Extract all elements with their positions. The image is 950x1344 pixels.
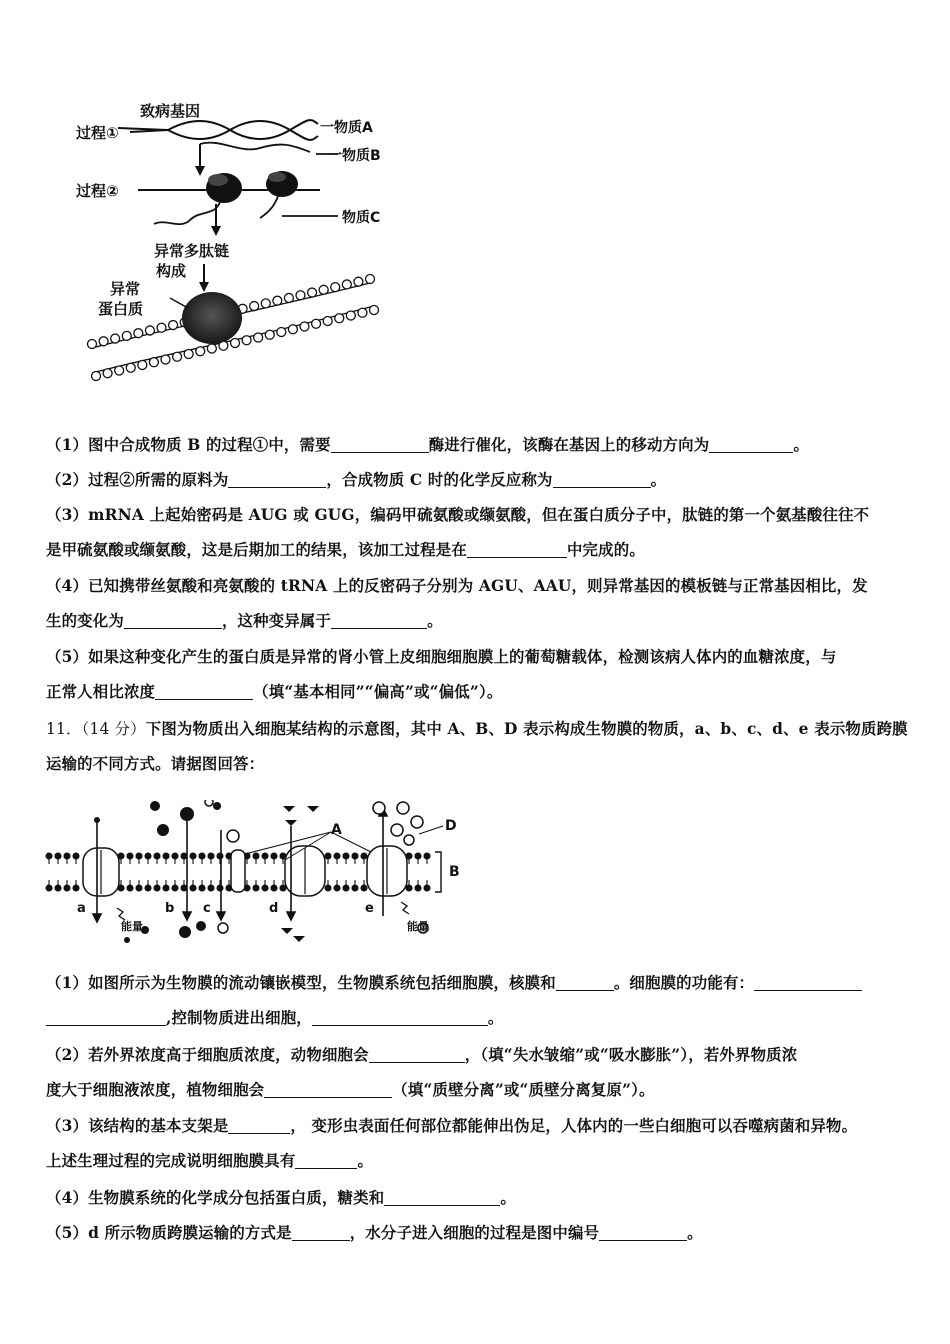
q11-p3-text-a: （3）该结构的基本支架是: [46, 1117, 229, 1135]
q11-p2-text-b: ，（填“失水皱缩”或“吸水膨胀”），若外界物质浓: [464, 1046, 798, 1064]
phospholipid-head: [273, 296, 282, 305]
label-energy-2: 能量: [407, 920, 429, 933]
answer-blank[interactable]: [331, 610, 427, 629]
phospholipid-head: [134, 329, 143, 338]
q10-part3: [46, 498, 910, 568]
q10-part2: [46, 463, 910, 498]
phospholipid-head: [358, 308, 367, 317]
q11-p5-text-a: （5）d 所示物质跨膜运输的方式是: [46, 1224, 292, 1242]
phospholipid-head: [145, 326, 154, 335]
phospholipid-head: [288, 325, 297, 334]
phospholipid-head: [122, 331, 131, 340]
phospholipid-head: [169, 321, 178, 330]
phospholipid-head: [342, 280, 351, 289]
phospholipid-head: [111, 334, 120, 343]
q11-part3: [46, 1109, 910, 1179]
phospholipid-head: [207, 344, 216, 353]
q11-part4: [46, 1181, 910, 1216]
q11-p1-text-a: （1）如图所示为生物膜的流动镶嵌模型，生物膜系统包括细胞膜，核膜和: [46, 974, 556, 992]
q11-number: 11．: [46, 720, 82, 738]
phospholipid-head: [115, 366, 124, 375]
phospholipid-head: [261, 299, 270, 308]
phospholipid-head: [370, 306, 379, 315]
q11-p5-text-b: ，水分子进入细胞的过程是图中编号: [349, 1224, 600, 1242]
q11-p3-text-c: 上述生理过程的完成说明细胞膜具有: [46, 1152, 296, 1170]
q10-p1-text-c: 。: [793, 436, 809, 454]
q11-intro-line2: 运输的不同方式。请据图回答：: [46, 755, 265, 773]
substance-b-label: 一物质B: [328, 148, 381, 164]
phospholipid-head: [284, 293, 293, 302]
phospholipid-head: [92, 372, 101, 381]
answer-blank[interactable]: [754, 972, 862, 991]
q10-part5: [46, 640, 910, 710]
q11-intro: [46, 712, 910, 782]
q10-p2-text-c: 。: [650, 471, 667, 489]
label-b: b: [165, 901, 175, 916]
answer-blank[interactable]: [467, 539, 567, 558]
q11-p2-text-c: 度大于细胞液浓度，植物细胞会: [46, 1081, 265, 1099]
abnormal-protein-label-2: 蛋白质: [98, 300, 144, 318]
q10-p3-text-b: 中完成的。: [566, 541, 645, 559]
phospholipid-head: [250, 302, 259, 311]
phospholipid-head: [99, 337, 108, 346]
phospholipid-head: [242, 336, 251, 345]
phospholipid-head: [138, 361, 147, 370]
phospholipid-head: [157, 323, 166, 332]
phospholipid-head: [300, 322, 309, 331]
q10-p4-text-c: 。: [427, 612, 443, 630]
q11-score: （14 分）: [81, 720, 146, 738]
q10-p4-text-a: 生的变化为: [46, 612, 124, 630]
answer-blank[interactable]: [599, 1222, 687, 1241]
answer-blank[interactable]: [556, 972, 614, 991]
label-c: c: [203, 901, 211, 916]
answer-blank[interactable]: [709, 434, 793, 453]
q10-part4: [46, 569, 910, 639]
phospholipid-head: [149, 358, 158, 367]
phospholipid-head: [265, 330, 274, 339]
abnormal-peptide-label: 异常多肽链: [154, 242, 230, 260]
phospholipid-head: [335, 314, 344, 323]
q10-p5-line1: （5）如果这种变化产生的蛋白质是异常的肾小管上皮细胞细胞膜上的葡萄糖载体，检测该病人体内的血糖浓度，与: [46, 648, 837, 666]
q10-p3-line1: （3）mRNA 上起始密码是 AUG 或 GUG，编码甲硫氨酸或缬氨酸，但在蛋白质分子中，肽链的第一个氨基酸往往不: [46, 506, 870, 524]
q11-p2-text-a: （2）若外界浓度高于细胞质浓度，动物细胞会: [46, 1046, 369, 1064]
label-e: e: [365, 901, 374, 916]
phospholipid-head: [323, 317, 332, 326]
phospholipid-head: [366, 275, 375, 284]
phospholipid-head: [354, 277, 363, 286]
answer-blank[interactable]: [369, 1044, 465, 1063]
q11-p2-text-d: （填“质壁分离”或“质壁分离复原”）。: [392, 1081, 655, 1099]
phospholipid-head: [331, 283, 340, 292]
answer-blank[interactable]: [312, 1007, 488, 1026]
q11-p1-text-d: 。: [487, 1009, 504, 1027]
phospholipid-head: [296, 291, 305, 300]
q10-p3-text-a: 是甲硫氨酸或缬氨酸，这是后期加工的结果，该加工过程是在: [46, 541, 467, 559]
q10-p1-text-a: （1）图中合成物质 B 的过程①中，需要: [46, 436, 331, 454]
phospholipid-head: [312, 319, 321, 328]
answer-blank[interactable]: [264, 1079, 392, 1098]
q10-p2-text-a: （2）过程②所需的原料为: [46, 471, 229, 489]
answer-blank[interactable]: [228, 469, 326, 488]
answer-blank[interactable]: [331, 434, 429, 453]
q11-intro-line1: 下图为物质出入细胞某结构的示意图，其中 A、B、D 表示构成生物膜的物质，a、b、c、d、e 表示物质跨膜: [145, 720, 908, 738]
phospholipid-head: [103, 369, 112, 378]
answer-blank[interactable]: [384, 1187, 500, 1206]
answer-blank[interactable]: [295, 1150, 357, 1169]
phospholipid-head: [126, 363, 135, 372]
process2-label: 过程②: [76, 182, 119, 200]
q11-p4-text-b: 。: [500, 1189, 516, 1207]
abnormal-protein-label-1: 异常: [110, 280, 141, 298]
phospholipid-head: [88, 340, 97, 349]
label-D: D: [445, 818, 457, 834]
answer-blank[interactable]: [124, 610, 222, 629]
q10-p1-text-b: 酶进行催化，该酶在基因上的移动方向为: [428, 436, 710, 454]
process1-label: 过程①: [76, 124, 119, 142]
phospholipid-head: [161, 355, 170, 364]
q11-p3-text-d: 。: [357, 1152, 374, 1170]
phospholipid-head: [319, 285, 328, 294]
label-d: d: [269, 901, 279, 916]
q10-p4-text-b: ，这种变异属于: [221, 612, 332, 630]
answer-blank[interactable]: [553, 469, 651, 488]
phospholipid-head: [277, 328, 286, 337]
q11-p1-text-c: ,控制物质进出细胞，: [166, 1009, 312, 1027]
q10-p5-text-a: 正常人相比浓度: [46, 683, 156, 701]
phospholipid-head: [184, 350, 193, 359]
label-B: B: [449, 864, 460, 880]
phospholipid-head: [346, 311, 355, 320]
substance-c-label: 物质C: [342, 210, 381, 226]
q11-p1-text-b: 。细胞膜的功能有：: [613, 974, 755, 992]
answer-blank[interactable]: [228, 1115, 290, 1134]
label-A: A: [331, 822, 342, 838]
phospholipid-head: [173, 352, 182, 361]
q11-part5: [46, 1216, 910, 1251]
form-label: 构成: [156, 262, 187, 280]
label-a: a: [77, 901, 86, 916]
q10-p4-line1: （4）已知携带丝氨酸和亮氨酸的 tRNA 上的反密码子分别为 AGU、AAU，则异常基因的模板链与正常基因相比，发: [46, 577, 868, 595]
q10-p2-text-b: ，合成物质 C 时的化学反应称为: [326, 471, 553, 489]
answer-blank[interactable]: [292, 1222, 350, 1241]
gene-expression-diagram: [70, 98, 406, 410]
q11-p3-text-b: ， 变形虫表面任何部位都能伸出伪足，人体内的一些白细胞可以吞噬病菌和异物。: [290, 1117, 858, 1135]
q11-part1: [46, 966, 910, 1036]
q10-part1: [46, 428, 910, 463]
label-energy-1: 能量: [121, 920, 143, 933]
phospholipid-head: [231, 339, 240, 348]
answer-blank[interactable]: [155, 681, 253, 700]
q11-p5-text-c: 。: [687, 1224, 703, 1242]
membrane-transport-diagram: [45, 800, 465, 946]
phospholipid-head: [308, 288, 317, 297]
q11-p4-text-a: （4）生物膜系统的化学成分包括蛋白质，糖类和: [46, 1189, 385, 1207]
q11-part2: [46, 1038, 910, 1108]
gene-label: 致病基因: [140, 102, 201, 120]
phospholipid-head: [196, 347, 205, 356]
substance-a-label: 一物质A: [320, 120, 373, 136]
answer-blank[interactable]: [46, 1007, 166, 1026]
q10-p5-text-b: （填“基本相同”“偏高”或“偏低”）。: [253, 683, 503, 701]
phospholipid-head: [254, 333, 263, 342]
